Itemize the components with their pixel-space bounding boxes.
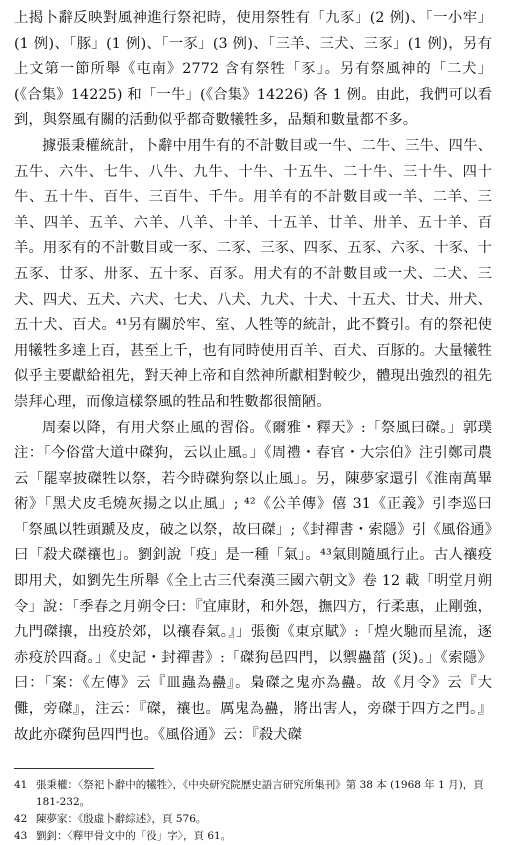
- footnote-42: [14, 811, 492, 828]
- paper-page: [14, 6, 492, 845]
- footnotes: [14, 777, 492, 845]
- footnote-41: [14, 777, 492, 811]
- footnote-text: 陳夢家：《殷虛卜辭綜述》，頁 576。: [36, 813, 207, 826]
- body-paragraph-3: 周秦以降，有用犬祭止風的習俗。《爾雅・釋天》:「祭風曰磔。」郭璞注：「今俗當大道中磔狗，云以止風。」《周禮・春官・大宗伯》注引鄭司農云「罷辜披磔牲以祭，若今時磔狗祭以止風」。另，陳夢家還引《淮南萬畢術》「黑犬皮毛燒灰揚之以止風」; ⁴²《公羊傳》僖 31《正義》引李巡曰「祭風以牲頭蹏及皮，破之以祭，故曰磔」;《封禪書・索隱》引《風俗通》曰「殺犬磔禳也」。劉釗說「疫」是一種「氣」。⁴³氣則隨風行止。古人禳疫即用犬，如劉先生所舉《全上古三代秦漢三國六朝文》卷 12 載「明堂月朔令」說：「季春之月朔令曰：『宜庫財，和外怨，撫四方，行柔惠，止剛強，九門磔攘，出疫於郊，以禳春氣。』」張衡《東京賦》:「煌火馳而星流，逐赤疫於四裔。」《史記・封禪書》:「磔狗邑四門，以禦蠱菑 (災)。」《索隱》曰：「案：《左傳》云『皿蟲為蠱』。梟磔之鬼亦為蠱。故《月令》云『大儺，旁磔』，注云：『磔，禳也。厲鬼為蠱，將出害人，旁磔于四方之門。』故此亦磔狗邑四門也。《風俗通》云：『殺犬磔: [14, 419, 492, 743]
- body-paragraph-2: 據張秉權統計，卜辭中用牛有的不計數目或一牛、二牛、三牛、四牛、五牛、六牛、七牛、八牛、九牛、十牛、十五牛、二十牛、三十牛、四十牛、五十牛、百牛、三百牛、千牛。用羊有的不計數目或一羊、二羊、三羊、四羊、五羊、六羊、八羊、十羊、十五羊、廿羊、卅羊、五十羊、百羊。用豕有的不計數目或一豕、二豕、三豕、四豕、五豕、六豕、十豕、十五豕、廿豕、卅豕、五十豕、百豕。用犬有的不計數目或一犬、二犬、三犬、四犬、五犬、六犬、七犬、八犬、九犬、十犬、十五犬、廿犬、卅犬、五十犬、百犬。⁴¹另有關於牢、室、人牲等的統計，此不贅引。有的祭祀使用犧牲多達上百，甚至上千，也有同時使用百羊、百犬、百豚的。大量犧牲似乎主要獻給祖先，對天神上帝和自然神所獻相對較少，體現出強烈的祖先崇拜心理，而像這樣祭風的牲品和牲數都很簡陋。: [14, 137, 492, 410]
- footnote-text: 劉釗：〈釋甲骨文中的「役」字〉，頁 61。: [36, 830, 232, 843]
- footnote-43: [14, 828, 492, 845]
- footnote-number: 42: [14, 813, 28, 826]
- footnote-divider: [14, 768, 154, 769]
- footnote-number: 41: [14, 779, 28, 792]
- footnote-text: 張秉權：〈祭祀卜辭中的犧牲〉，《中央研究院歷史語言研究所集刊》第 38 本 (1968 年 1 月)，頁 181-232。: [36, 779, 484, 809]
- footnote-number: 43: [14, 830, 28, 843]
- body-paragraph-1: 上揭卜辭反映對風神進行祭祀時，使用祭牲有「九豕」(2 例)、「一小牢」(1 例)、「豚」(1 例)、「一豕」(3 例)、「三羊、三犬、三豕」(1 例)，另有上文第一節所舉《屯南》2772 含有祭牲「豕」。另有祭風神的「二犬」(《合集》14225) 和「一牛」(《合集》14226) 各 1 例。由此，我們可以看到，與祭風有關的活動似乎都奇數犧牲多，品類和數量都不多。: [14, 10, 492, 129]
